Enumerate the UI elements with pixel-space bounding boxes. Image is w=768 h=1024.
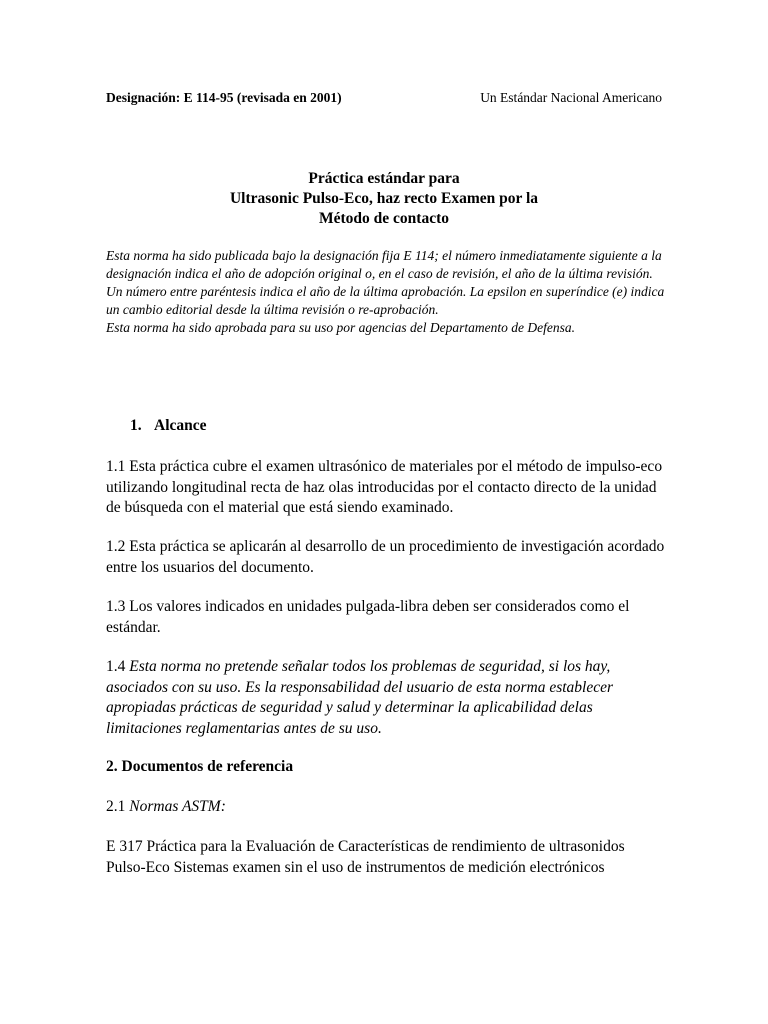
- section-1-title: Alcance: [154, 417, 207, 434]
- paragraph-1-1-text: 1.1 Esta práctica cubre el examen ultrasónico de materiales por el método de impulso-eco utilizando longitudinal recta de haz olas introducidas por el contacto directo de la unidad de búsqueda con el material que está siendo examinado.: [106, 458, 663, 516]
- paragraph-1-1: [106, 457, 668, 519]
- document-title: [106, 169, 662, 229]
- paragraph-1-2-text: 1.2 Esta práctica se aplicarán al desarrollo de un procedimiento de investigación acordado entre los usuarios del documento.: [106, 538, 665, 576]
- standard-type-label: Un Estándar Nacional Americano: [480, 90, 662, 105]
- reference-e317: [106, 837, 668, 878]
- designation-label: Designación: E 114-95 (revisada en 2001): [106, 90, 342, 105]
- document-header: [106, 90, 662, 106]
- title-line-2: Ultrasonic Pulso-Eco, haz recto Examen por la: [229, 190, 539, 207]
- paragraph-2-1-number: 2.1: [106, 798, 126, 815]
- paragraph-2-1: [106, 797, 668, 818]
- note-paragraph-1: Esta norma ha sido publicada bajo la designación fija E 114; el número inmediatamente siguiente a la designación indica el año de adopción original o, en el caso de revisión, el año de la última revisión. Un número entre paréntesis indica el año de la última aprobación. La epsilon en superíndice (e) indica un cambio editorial desde la última revisión o re-aprobación.: [106, 248, 665, 317]
- section-1-heading: [130, 416, 207, 436]
- note-paragraph-2: Esta norma ha sido aprobada para su uso por agencias del Departamento de Defensa.: [106, 320, 575, 335]
- paragraph-1-2: [106, 537, 668, 578]
- paragraph-2-1-text: [106, 797, 668, 818]
- title-line-3: Método de contacto: [319, 210, 449, 227]
- section-1-number: 1.: [130, 417, 142, 434]
- paragraph-1-4-text: [106, 657, 668, 739]
- paragraph-1-3: [106, 597, 668, 638]
- paragraph-1-4: [106, 657, 668, 739]
- section-2-heading: 2. Documentos de referencia: [106, 758, 294, 775]
- safety-statement: Esta norma no pretende señalar todos los problemas de seguridad, si los hay, asociados con su uso. Es la responsabilidad del usuario de esta norma establecer apropiadas prácticas de seguridad y salud y determinar la aplicabilidad delas limitaciones reglamentarias antes de su uso.: [106, 658, 614, 737]
- publication-note: [106, 247, 666, 337]
- astm-standards-label: Normas ASTM:: [129, 798, 226, 815]
- reference-e317-text: E 317 Práctica para la Evaluación de Características de rendimiento de ultrasonidos Pulso-Eco Sistemas examen sin el uso de instrumentos de medición electrónicos: [106, 838, 625, 876]
- paragraph-1-4-number: 1.4: [106, 658, 126, 675]
- paragraph-1-3-text: 1.3 Los valores indicados en unidades pulgada-libra deben ser considerados como el estándar.: [106, 598, 630, 636]
- title-line-1: Práctica estándar para: [308, 170, 460, 187]
